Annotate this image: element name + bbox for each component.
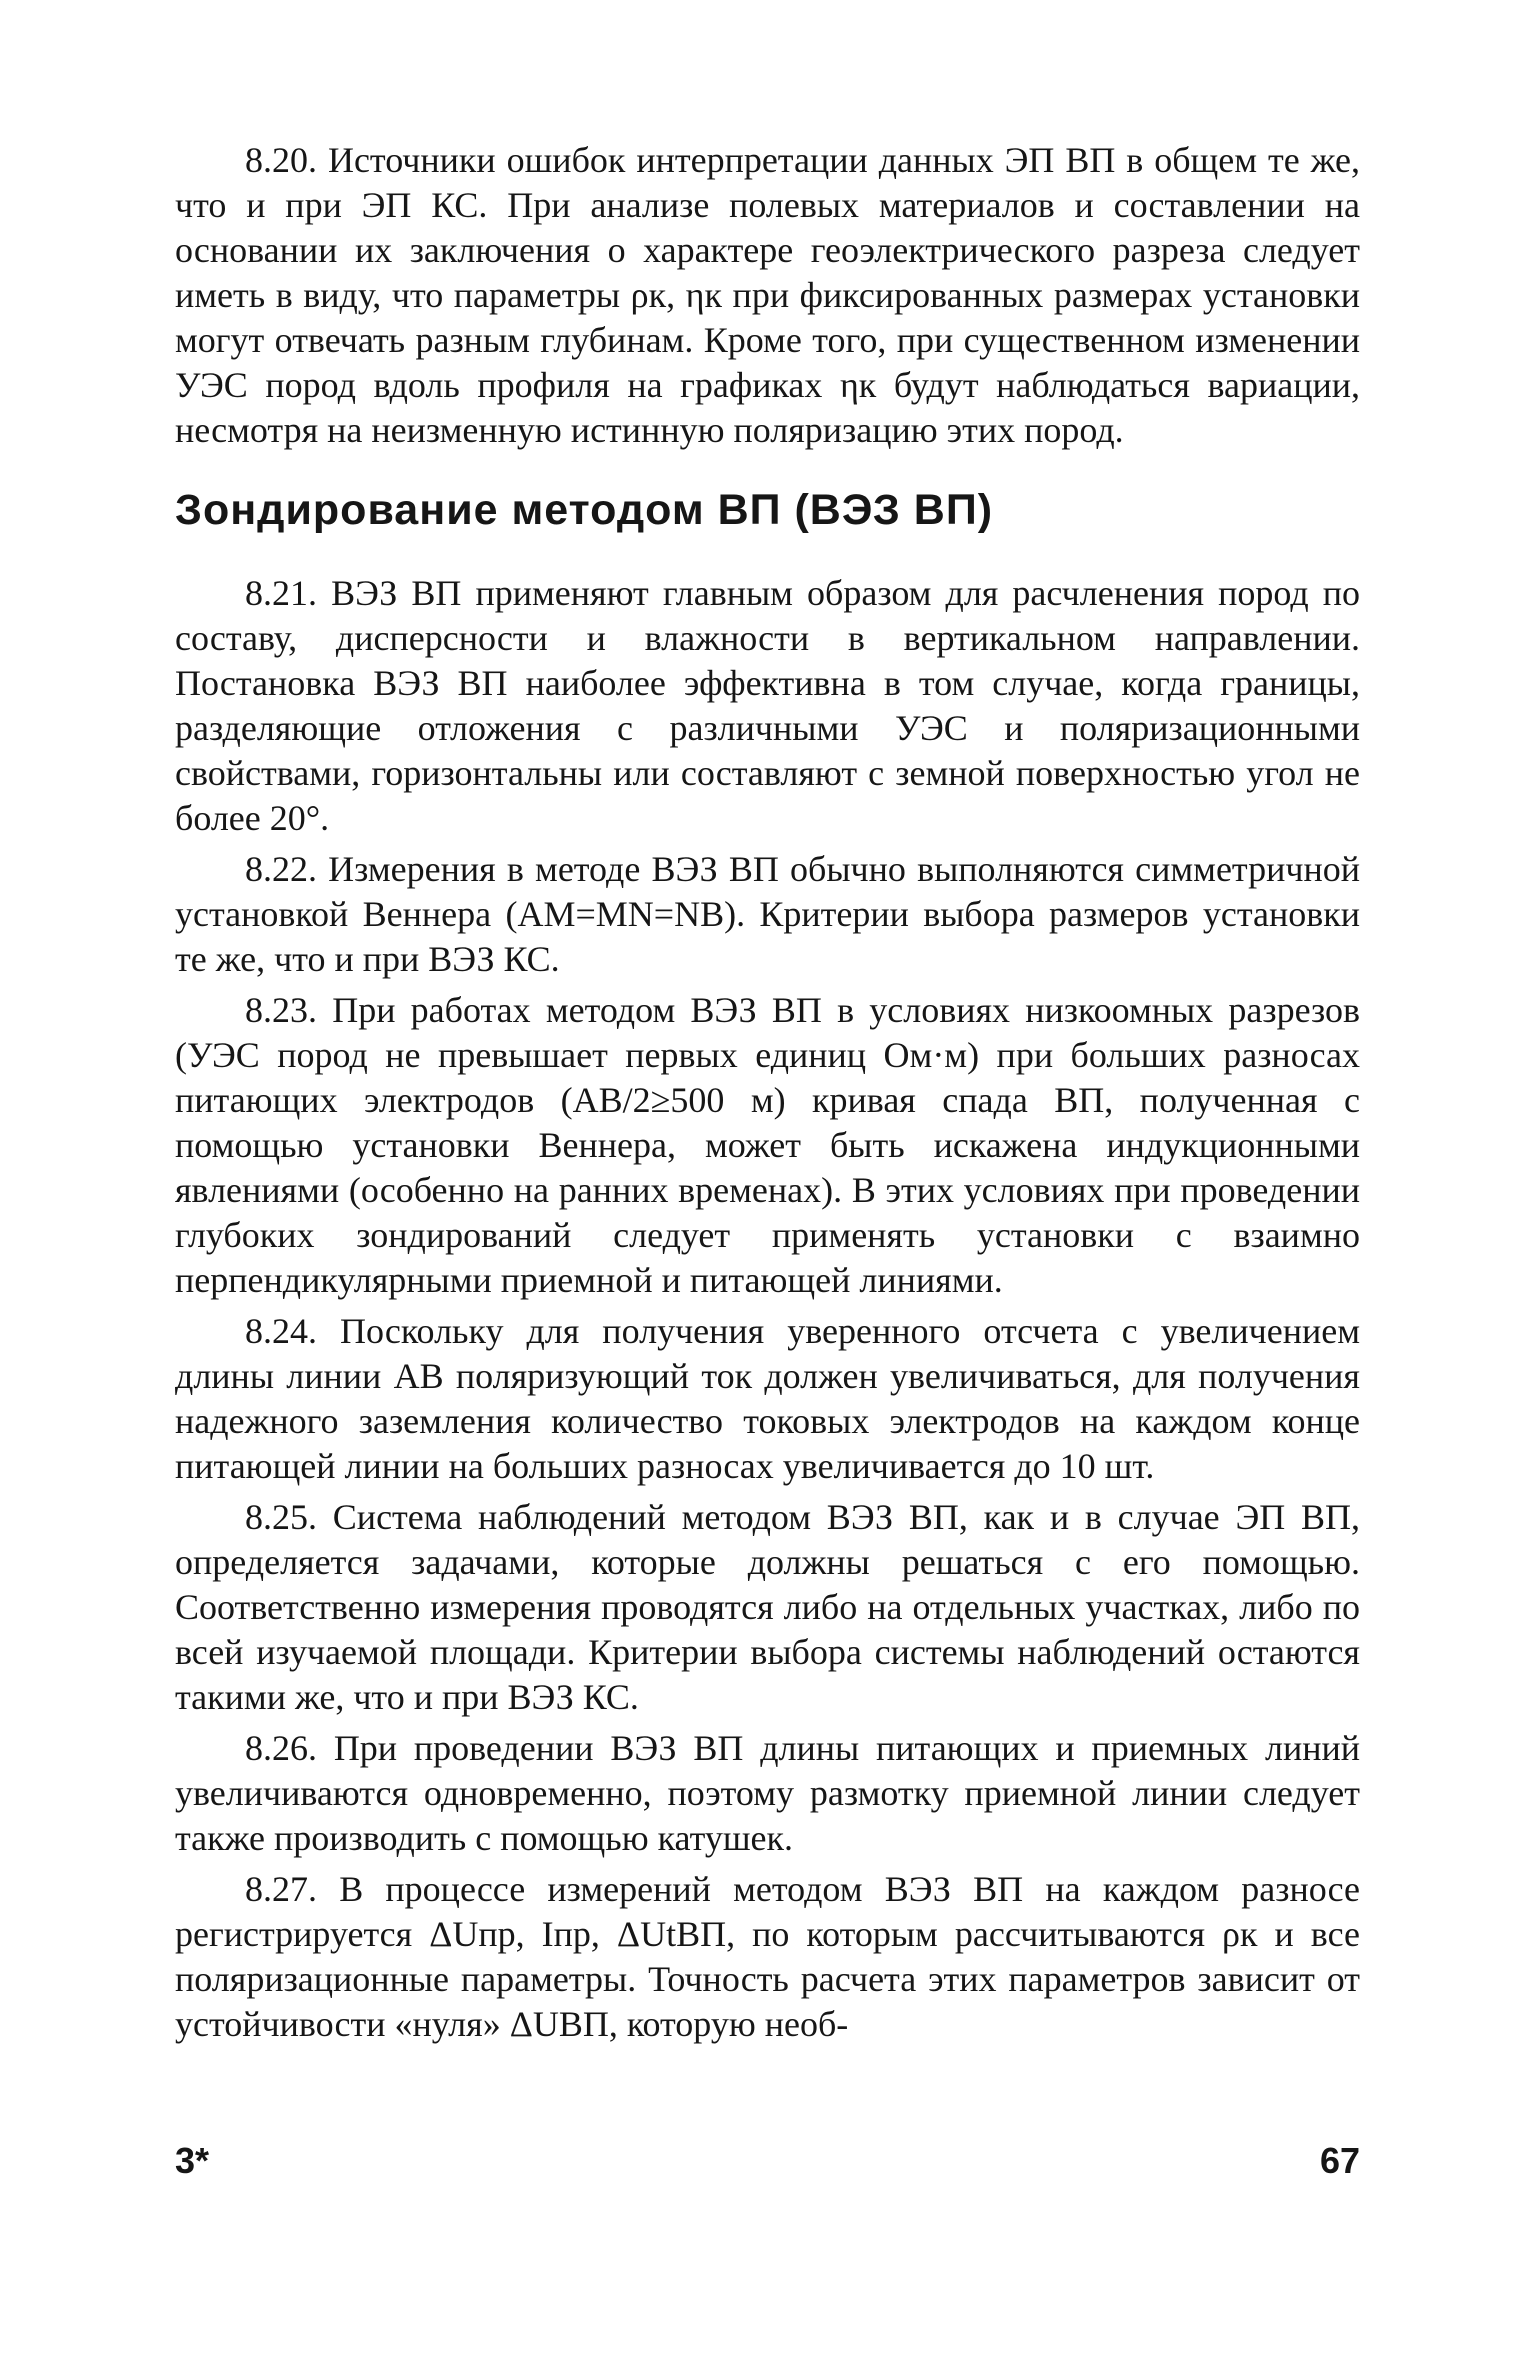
paragraph-text: Система наблюдений методом ВЭЗ ВП, как и в случае ЭП ВП, определяется задачами, которые должны решаться с его помощью. Соответственно измерения проводятся либо на отдельных участках, либо по всей изучаемой площади. Критерии выбора системы наблюдений остаются такими же, что и при ВЭЗ КС. <box>175 1497 1361 1717</box>
paragraph-number: 8.20. <box>245 140 317 180</box>
paragraph-number: 8.26. <box>245 1728 317 1768</box>
paragraph-number: 8.22. <box>245 849 317 889</box>
paragraph-8-23 <box>175 988 1360 1303</box>
paragraph-text: При работах методом ВЭЗ ВП в условиях низкоомных разрезов (УЭС пород не превышает первых единиц Ом·м) при больших разносах питающих электродов (AB/2≥500 м) кривая спада ВП, полученная с помощью установки Веннера, может быть искажена индукционными явлениями (особенно на ранних временах). В этих условиях при проведении глубоких зондирований следует применять установки с взаимно перпендикулярными приемной и питающей линиями. <box>175 990 1360 1300</box>
paragraph-number: 8.27. <box>245 1869 317 1909</box>
page-number: 67 <box>1319 2140 1360 2181</box>
paragraph-text: В процессе измерений методом ВЭЗ ВП на каждом разносе регистрируется ΔUпр, Iпр, ΔUtВП, по которым рассчитываются ρк и все поляризационные параметры. Точность расчета этих параметров зависит от устойчивости «нуля» ΔUВП, которую необ- <box>175 1869 1360 2044</box>
paragraph-number: 8.21. <box>245 573 317 613</box>
paragraph-8-22 <box>175 847 1360 982</box>
paragraph-text: ВЭЗ ВП применяют главным образом для расчленения пород по составу, дисперсности и влажности в вертикальном направлении. Постановка ВЭЗ ВП наиболее эффективна в том случае, когда границы, разделяющие отложения с различными УЭС и поляризационными свойствами, горизонтальны или составляют с земной поверхностью угол не более 20°. <box>175 573 1361 838</box>
paragraph-8-27 <box>175 1867 1360 2047</box>
paragraph-8-20 <box>175 138 1360 453</box>
paragraph-text: Источники ошибок интерпретации данных ЭП ВП в общем те же, что и при ЭП КС. При анализе полевых материалов и составлении на основании их заключения о характере геоэлектрического разреза следует иметь в виду, что параметры ρк, ηк при фиксированных размерах установки могут отвечать разным глубинам. Кроме того, при существенном изменении УЭС пород вдоль профиля на графиках ηк будут наблюдаться вариации, несмотря на неизменную истинную поляризацию этих пород. <box>175 140 1361 450</box>
paragraph-text: При проведении ВЭЗ ВП длины питающих и приемных линий увеличиваются одновременно, поэтому размотку приемной линии следует также производить с помощью катушек. <box>175 1728 1361 1858</box>
page-body <box>175 138 1360 2053</box>
paragraph-8-26 <box>175 1726 1360 1861</box>
paragraph-8-24 <box>175 1309 1360 1489</box>
paragraph-number: 8.23. <box>245 990 317 1030</box>
signature-mark: 3* <box>175 2140 210 2181</box>
paragraph-8-25 <box>175 1495 1360 1720</box>
paragraph-text: Поскольку для получения уверенного отсчета с увеличением длины линии AB поляризующий ток должен увеличиваться, для получения надежного заземления количество токовых электродов на каждом конце питающей линии на больших разносах увеличивается до 10 шт. <box>175 1311 1360 1486</box>
paragraph-number: 8.25. <box>245 1497 317 1537</box>
section-heading: Зондирование методом ВП (ВЭЗ ВП) <box>175 486 994 534</box>
paragraph-text: Измерения в методе ВЭЗ ВП обычно выполняются симметричной установкой Веннера (AM=MN=NB). Критерии выбора размеров установки те же, что и при ВЭЗ КС. <box>175 849 1361 979</box>
paragraph-8-21 <box>175 571 1360 841</box>
page-footer <box>175 2140 1360 2190</box>
paragraph-number: 8.24. <box>245 1311 317 1351</box>
